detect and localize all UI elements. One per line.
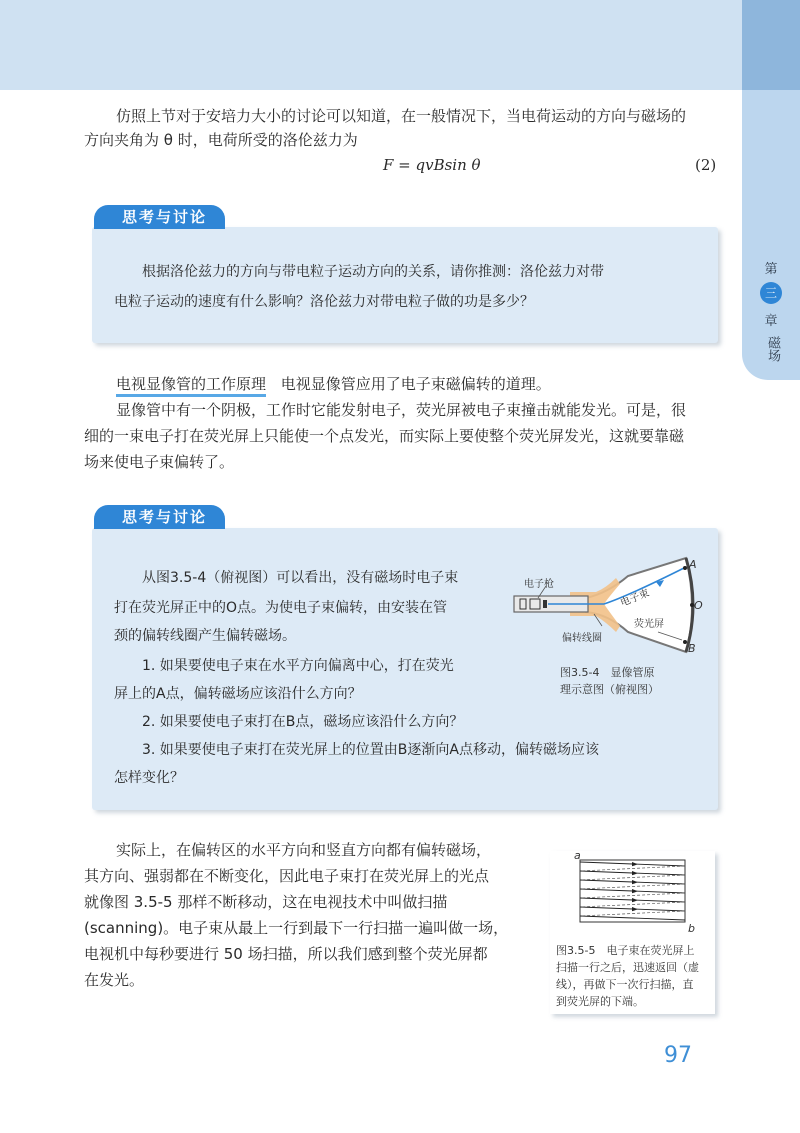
question-1b: 屏上的A点，偏转磁场应该沿什么方向？ <box>114 686 362 702</box>
scan-line-2: 其方向、强弱都在不断变化，因此电子束打在荧光屏上的光点 <box>84 867 490 885</box>
scan-label-b: b <box>688 922 695 935</box>
fig355-caption-4: 到荧光屏的下端。 <box>556 995 644 1008</box>
question-3b: 怎样变化？ <box>114 770 184 786</box>
label-point-a: A <box>689 558 697 571</box>
lorentz-formula: F = qvBsin θ <box>383 156 481 174</box>
label-screen: 荧光屏 <box>634 619 664 630</box>
intro-line-2: 方向夹角为 θ 时，电荷所受的洛伦兹力为 <box>84 131 358 149</box>
chapter-number-badge: 三 <box>760 282 782 304</box>
scan-label-a: a <box>574 849 581 862</box>
label-point-b: B <box>688 642 696 655</box>
scan-line-4: (scanning)。电子束从最上一行到最下一行扫描一遍叫做一场， <box>84 919 509 937</box>
tv-line-3: 细的一束电子打在荧光屏上只能使一个点发光，而实际上要使整个荧光屏发光，这就要靠磁 <box>84 427 685 445</box>
chapter-side-tab <box>742 0 800 1133</box>
top-header-band <box>0 0 742 90</box>
scan-line-6: 在发光。 <box>84 971 145 989</box>
chapter-prefix: 第 <box>764 262 778 277</box>
discussion2-line-2: 打在荧光屏正中的O点。为使电子束偏转，由安装在管 <box>114 600 448 616</box>
discussion1-line-2: 电粒子运动的速度有什么影响？洛伦兹力对带电粒子做的功是多少？ <box>114 294 534 310</box>
discussion2-line-1: 从图3.5-4（俯视图）可以看出，没有磁场时电子束 <box>142 570 459 586</box>
label-electron-beam: 电子束 <box>619 587 651 610</box>
tv-term: 电视显像管的工作原理 <box>116 375 266 397</box>
fig354-caption-1: 图3.5-4 显像管原 <box>560 666 655 679</box>
scan-line-5: 电视机中每秒要进行 50 场扫描，所以我们感到整个荧光屏都 <box>84 945 488 963</box>
discussion1-line-1: 根据洛伦兹力的方向与带电粒子运动方向的关系，请你推测：洛伦兹力对带 <box>142 264 604 280</box>
gun-element-3 <box>543 600 547 608</box>
tv-line-2: 显像管中有一个阴极，工作时它能发射电子，荧光屏被电子束撞击就能发光。可是，很 <box>116 401 687 419</box>
point-a-dot <box>683 566 687 570</box>
question-1a: 1. 如果要使电子束在水平方向偏离中心，打在荧光 <box>142 658 454 674</box>
question-3a: 3. 如果要使电子束打在荧光屏上的位置由B逐渐向A点移动，偏转磁场应该 <box>142 742 599 758</box>
fig355-caption-1: 图3.5-5 电子束在荧光屏上 <box>556 944 695 957</box>
label-point-o: O <box>694 599 703 612</box>
page-number: 97 <box>664 1043 692 1068</box>
fig355-caption-3: 线），再做下一次行扫描，直 <box>556 978 694 991</box>
scan-line-1: 实际上，在偏转区的水平方向和竖直方向都有偏转磁场， <box>116 841 492 859</box>
scan-line-3: 就像图 3.5-5 那样不断移动，这在电视技术中叫做扫描 <box>84 893 448 911</box>
question-2: 2. 如果要使电子束打在B点，磁场应该沿什么方向？ <box>142 714 464 730</box>
scan-pattern-diagram <box>570 852 695 932</box>
discussion-tab-2: 思考与讨论 <box>94 505 225 529</box>
label-electron-gun: 电子枪 <box>524 579 554 590</box>
fig354-caption-2: 理示意图（俯视图） <box>560 683 659 696</box>
tv-section-heading <box>116 372 551 396</box>
chapter-strip-top <box>742 0 800 90</box>
chapter-title: 磁场 <box>765 336 780 362</box>
fig355-caption-2: 扫描一行之后，迅速返回（虚 <box>556 961 699 974</box>
crt-diagram <box>508 548 708 658</box>
formula-number: (2) <box>695 156 717 174</box>
point-b-dot <box>683 640 687 644</box>
discussion2-line-3: 颈的偏转线圈产生偏转磁场。 <box>114 628 296 644</box>
chapter-suffix: 章 <box>764 314 778 329</box>
intro-line-1: 仿照上节对于安培力大小的讨论可以知道，在一般情况下，当电荷运动的方向与磁场的 <box>116 107 687 125</box>
tv-line-4: 场来使电子束偏转了。 <box>84 453 235 471</box>
discussion-tab-1: 思考与讨论 <box>94 205 225 229</box>
tv-lead: 电视显像管应用了电子束磁偏转的道理。 <box>280 375 551 393</box>
label-deflection-coil: 偏转线圈 <box>562 633 602 644</box>
